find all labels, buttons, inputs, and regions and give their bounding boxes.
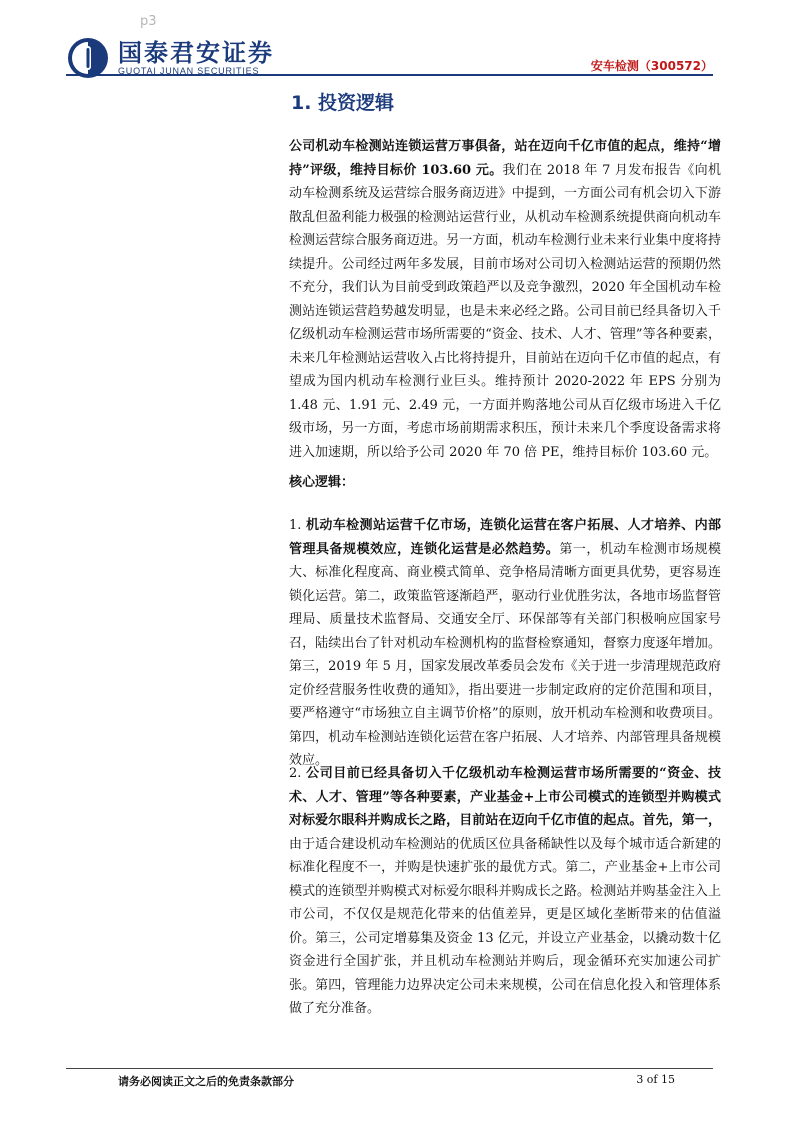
- brand-name-en: GUOTAI JUNAN SECURITIES: [118, 65, 260, 76]
- footer-disclaimer: 请务必阅读正文之后的免责条款部分: [118, 1075, 294, 1088]
- header-divider: [66, 74, 713, 76]
- intro-lead: 公司机动车检测站连锁运营万事俱备，站在迈向千亿市值的起点，维持“增持”评级，维持目标价 103.60 元。: [289, 139, 721, 178]
- point-1-paragraph: [289, 514, 721, 773]
- point-1-body: 第一，机动车检测市场规模大、标准化程度高、商业模式简单、竞争格局清晰方面更具优势，更容易连锁化运营。第二，政策监管逐渐趋严，驱动行业优胜劣汰，各地市场监督管理局、质量技术监督局、交通安全厅、环保部等有关部门积极响应国家号召，陆续出台了针对机动车检测机构的监督检察通知，督察力度逐年增加。第三，2019 年 5 月，国家发展改革委员会发布《关于进一步清理规范政府定价经营服务性收费的通知》，指出要进一步制定政府的定价范围和项目，要严格遵守“市场独立自主调节价格”的原则，放开机动车检测和收费项目。第四，机动车检测站连锁化运营在客户拓展、人才培养、内部管理具备规模效应。: [289, 541, 721, 768]
- footer-divider: [66, 1068, 713, 1069]
- point-2-number: 2.: [289, 766, 307, 781]
- intro-body: 我们在 2018 年 7 月发布报告《向机动车检测系统及运营综合服务商迈进》中提到，一方面公司有机会切入下游散乱但盈利能力极强的检测站运营行业，从机动车检测系统提供商向机动车检测运营综合服务商迈进。另一方面，机动车检测行业未来行业集中度将持续提升。公司经过两年多发展，目前市场对公司切入检测站运营的预期仍然不充分，我们认为目前受到政策趋严以及竞争激烈，2020 年全国机动车检测站连锁运营趋势越发明显，也是未来必经之路。公司目前已经具备切入千亿级机动车检测运营市场所需要的“资金、技术、人才、管理”等各种要素，未来几年检测站运营收入占比将持提升，目前站在迈向千亿市值的起点，有望成为国内机动车检测行业巨头。维持预计 2020-2022 年 EPS 分别为 1.48 元、1.91 元、2.49 元，一方面并购落地公司从百亿级市场进入千亿级市场，另一方面，考虑市场前期需求积压，预计未来几个季度设备需求将进入加速期，所以给予公司 2020 年 70 倍 PE，维持目标价 103.60 元。: [289, 162, 721, 460]
- point-1-number: 1.: [289, 518, 306, 533]
- point-1-block: [289, 514, 721, 773]
- intro-block: [289, 135, 721, 464]
- point-2-block: [289, 762, 721, 1021]
- section-title: 1. 投资逻辑: [291, 92, 395, 114]
- point-2-paragraph: [289, 762, 721, 1021]
- point-2-body: 由于适合建设机动车检测站的优质区位具备稀缺性以及每个城市适合新建的标准化程度不一，并购是快速扩张的最优方式。第二，产业基金+上市公司模式的连锁型并购模式对标爱尔眼科并购成长之路。检测站并购基金注入上市公司，不仅仅是规范化带来的估值差异，更是区域化垄断带来的估值溢价。第三，公司定增募集及资金 13 亿元，并设立产业基金，以撬动数十亿资金进行全国扩张，并且机动车检测站并购后，现金循环充实加速公司扩张。第四，管理能力边界决定公司未来规模，公司在信息化投入和管理体系做了充分准备。: [289, 836, 721, 1016]
- brand-name-cn: 国泰君安证券: [118, 38, 274, 67]
- core-logic-label: 核心逻辑：: [289, 475, 355, 490]
- point-2-lead: 公司目前已经具备切入千亿级机动车检测运营市场所需要的“资金、技术、人才、管理”等各种要素，产业基金+上市公司模式的连锁型并购模式对标爱尔眼科并购成长之路，目前站在迈向千亿市值的起点。首先，第一，: [289, 766, 721, 828]
- core-logic-heading: [289, 471, 721, 495]
- page-number: 3 of 15: [636, 1073, 675, 1086]
- page-tag: p3: [140, 14, 157, 29]
- report-subject: 安车检测（300572）: [590, 59, 713, 73]
- intro-paragraph: [289, 135, 721, 464]
- point-1-lead: 机动车检测站运营千亿市场，连锁化运营在客户拓展、人才培养、内部管理具备规模效应，连锁化运营是必然趋势。: [289, 518, 721, 557]
